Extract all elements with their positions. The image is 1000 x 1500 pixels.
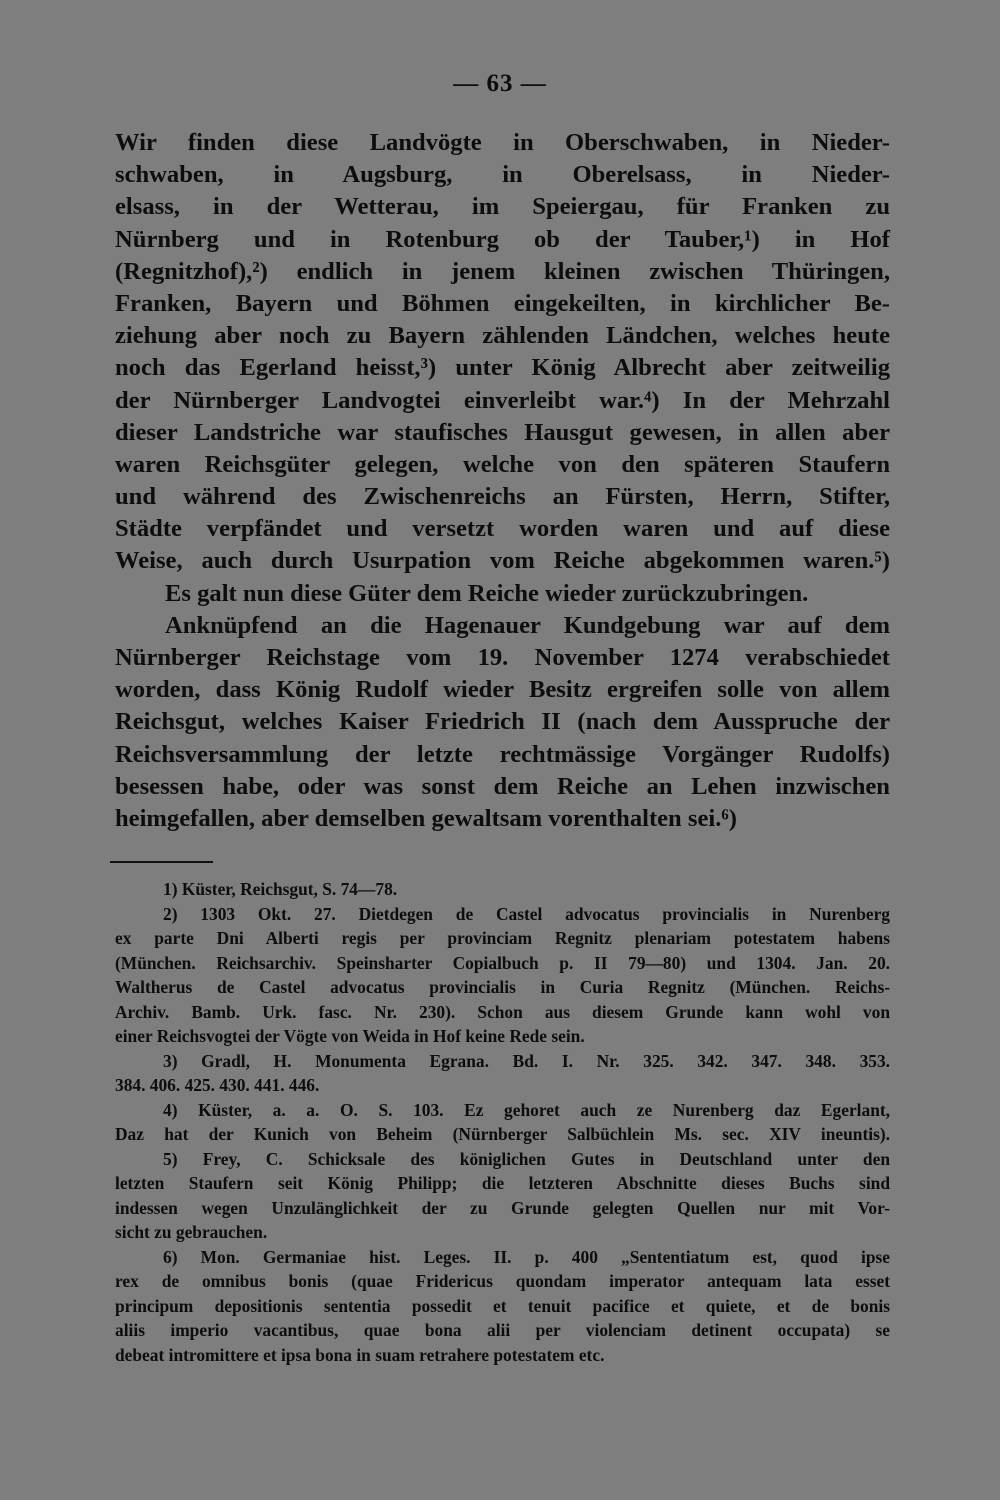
main-text (115, 127, 890, 835)
text-line: Franken, Bayern und Böhmen eingekeilten, in kirchlicher Be- (115, 289, 890, 317)
footnote-line: Waltherus de Castel advocatus provincialis in Curia Regnitz (München. Reichs- (115, 977, 890, 997)
text-line: Wir finden diese Landvögte in Oberschwaben, in Nieder- (115, 129, 890, 156)
footnote-line: debeat intromittere et ipsa bona in suam retrahere potestatem etc. (115, 1344, 605, 1365)
footnote-line: letzten Staufern seit König Philipp; die letzteren Abschnitte dieses Buchs sind (115, 1173, 890, 1193)
footnote-line: 3) Gradl, H. Monumenta Egrana. Bd. I. Nr. 325. 342. 347. 348. 353. (163, 1050, 890, 1071)
text-line: Nürnberger Reichstage vom 19. November 1274 verabschiedet (115, 644, 890, 671)
footnote-line: 5) Frey, C. Schicksale des königlichen Gutes in Deutschland unter den (163, 1148, 890, 1169)
footnote-line: 2) 1303 Okt. 27. Dietdegen de Castel advocatus provincialis in Nurenberg (163, 903, 890, 924)
text-line: Weise, auch durch Usurpation vom Reiche abgekommen waren.⁵) (115, 547, 890, 575)
footnote-line: 384. 406. 425. 430. 441. 446. (115, 1075, 320, 1095)
footnote-line: ex parte Dni Alberti regis per provinciam Regnitz plenariam potestatem habens (115, 928, 890, 948)
footnote-line: 1) Küster, Reichsgut, S. 74—78. (163, 879, 398, 899)
text-line: Reichsversammlung der letzte rechtmässige Vorgänger Rudolfs) (115, 740, 890, 768)
text-line: Städte verpfändet und versetzt worden waren und auf diese (115, 515, 890, 543)
text-line: (Regnitzhof),²) endlich in jenem kleinen zwischen Thüringen, (115, 257, 890, 285)
footnote-line: einer Reichsvogtei der Vögte von Weida in Hof keine Rede sein. (115, 1026, 585, 1046)
text-line: heimgefallen, aber demselben gewaltsam vorenthalten sei.⁶) (115, 804, 737, 832)
text-line: elsass, in der Wetterau, im Speiergau, für Franken zu (115, 193, 890, 221)
footnote-divider (110, 861, 213, 863)
footnote-line: 6) Mon. Germaniae hist. Leges. II. p. 400 „Sententiatum est, quod ipse (163, 1246, 890, 1267)
footnote-line: rex de omnibus bonis (quae Fridericus quondam imperator antequam lata esset (115, 1271, 890, 1291)
text-line: besessen habe, oder was sonst dem Reiche an Lehen inzwischen (115, 772, 890, 800)
page-number: — 63 — (453, 70, 547, 97)
text-line: waren Reichsgüter gelegen, welche von den späteren Staufern (115, 450, 890, 478)
footnote-line: Daz hat der Kunich von Beheim (Nürnberger Salbüchlein Ms. sec. XIV ineuntis). (115, 1124, 890, 1144)
text-line: dieser Landstriche war staufisches Hausgut gewesen, in allen aber (115, 418, 890, 446)
text-line: Es galt nun diese Güter dem Reiche wieder zurückzubringen. (165, 579, 809, 607)
footnote-line: 4) Küster, a. a. O. S. 103. Ez gehoret auch ze Nurenberg daz Egerlant, (163, 1099, 890, 1120)
footnote-line: (München. Reichsarchiv. Speinsharter Copialbuch p. II 79—80) und 1304. Jan. 20. (115, 952, 890, 973)
text-line: Nürnberg und in Rotenburg ob der Tauber,¹) in Hof (115, 225, 890, 253)
text-line: noch das Egerland heisst,³) unter König Albrecht aber zeitweilig (115, 354, 890, 382)
footnote-line: aliis imperio vacantibus, quae bona alii per violenciam detinent occupata) se (115, 1320, 890, 1340)
footnote-line: principum depositionis sententia possedit et tenuit pacifice et quiete, et de bonis (115, 1295, 890, 1316)
text-line: der Nürnberger Landvogtei einverleibt war.⁴) In der Mehrzahl (115, 386, 890, 414)
footnote-line: Archiv. Bamb. Urk. fasc. Nr. 230). Schon aus diesem Grunde kann wohl von (115, 1001, 890, 1022)
text-line: und während des Zwischenreichs an Fürsten, Herrn, Stifter, (115, 483, 890, 511)
footnote-line: indessen wegen Unzulänglichkeit der zu Grunde gelegten Quellen nur mit Vor- (115, 1197, 890, 1218)
text-line: ziehung aber noch zu Bayern zählenden Ländchen, welches heute (115, 322, 890, 350)
footnote-line: sicht zu gebrauchen. (115, 1222, 268, 1242)
text-line: Anknüpfend an die Hagenauer Kundgebung war auf dem (165, 611, 890, 639)
footnotes (115, 877, 890, 1367)
text-line: Reichsgut, welches Kaiser Friedrich II (nach dem Ausspruche der (115, 708, 890, 736)
text-line: schwaben, in Augsburg, in Oberelsass, in Nieder- (115, 161, 890, 189)
text-line: worden, dass König Rudolf wieder Besitz ergreifen solle von allem (115, 676, 890, 704)
